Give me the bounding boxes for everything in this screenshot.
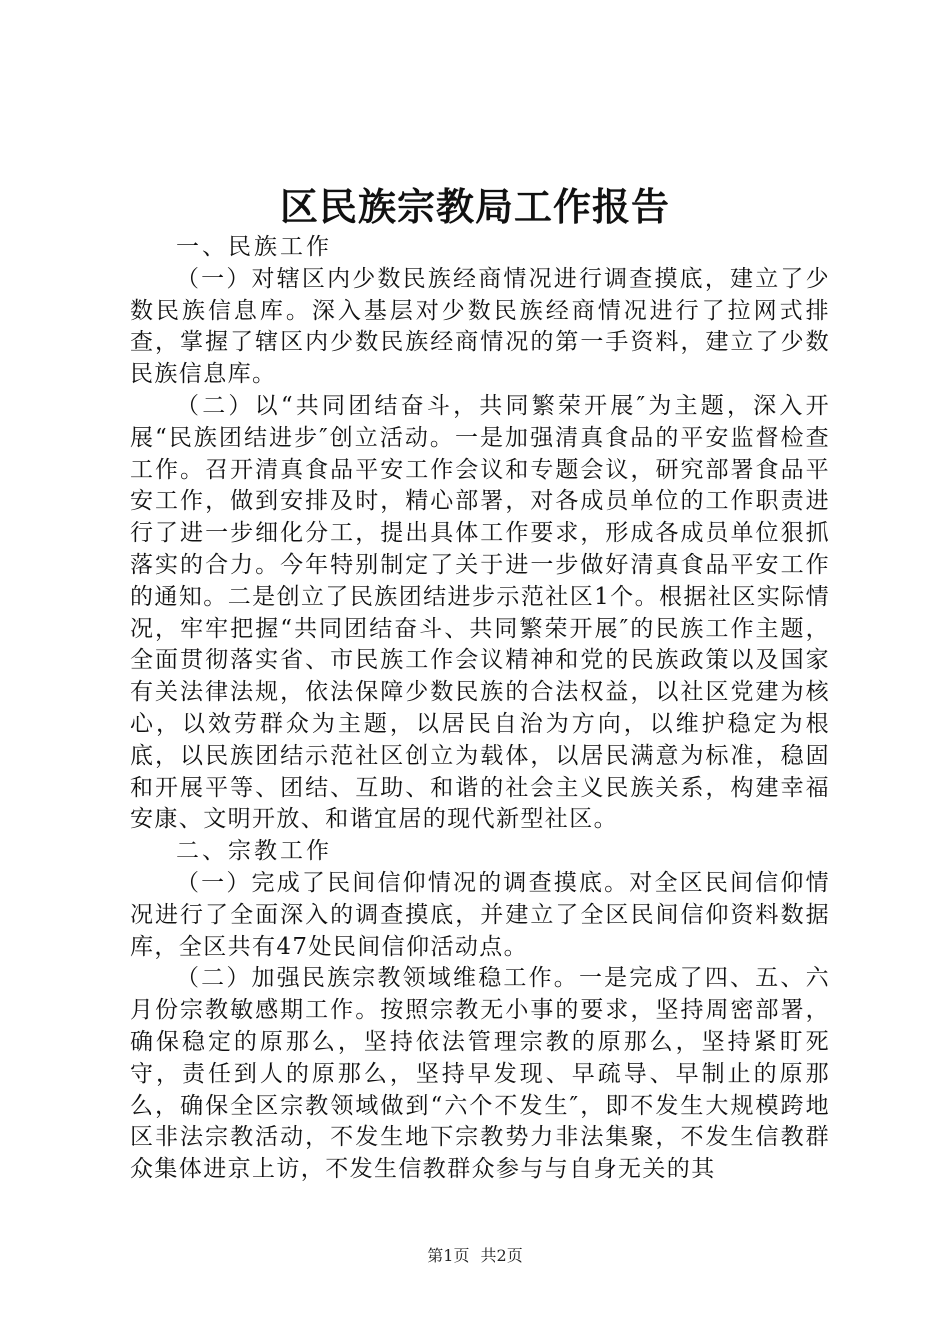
paragraph-religion-1: （一）完成了民间信仰情况的调查摸底。对全区民间信仰情况进行了全面深入的调查摸底，并建立了全区民间信仰资料数据库，全区共有47处民间信仰活动点。: [130, 869, 830, 960]
page-footer: [0, 1244, 950, 1268]
document-title: 区民族宗教局工作报告: [279, 184, 670, 229]
paragraph-ethnic-1: （一）对辖区内少数民族经商情况进行调查摸底，建立了少数民族信息库。深入基层对少数民族经商情况进行了拉网式排查，掌握了辖区内少数民族经商情况的第一手资料，建立了少数民族信息库。: [130, 265, 830, 388]
page-number: 第1页: [427, 1246, 470, 1265]
section-heading-ethnic: 一、民族工作: [176, 234, 332, 260]
section-heading-religion: 二、宗教工作: [176, 838, 332, 865]
document-body: [130, 232, 830, 1186]
page-total: 共2页: [480, 1246, 523, 1265]
paragraph-ethnic-2: （二）以“共同团结奋斗，共同繁荣开展″为主题，深入开展“民族团结进步″创立活动。一是加强清真食品的平安监督检查工作。召开清真食品平安工作会议和专题会议，研究部署食品平安工作，做到安排及时，精心部署，对各成员单位的工作职责进行了进一步细化分工，提出具体工作要求，形成各成员单位狠抓落实的合力。今年特别制定了关于进一步做好清真食品平安工作的通知。二是创立了民族团结进步示范社区1个。根据社区实际情况，牢牢把握“共同团结奋斗、共同繁荣开展″的民族工作主题，全面贯彻落实省、市民族工作会议精神和党的民族政策以及国家有关法律法规，依法保障少数民族的合法权益，以社区党建为核心，以效劳群众为主题，以居民自治为方向，以维护稳定为根底，以民族团结示范社区创立为载体，以居民满意为标准，稳固和开展平等、团结、互助、和谐的社会主义民族关系，构建幸福安康、文明开放、和谐宜居的现代新型社区。: [130, 392, 830, 833]
paragraph-religion-2: （二）加强民族宗教领域维稳工作。一是完成了四、五、六月份宗教敏感期工作。按照宗教无小事的要求，坚持周密部署，确保稳定的原那么，坚持依法管理宗教的原那么，坚持紧盯死守，责任到人的原那么，坚持早发现、早疏导、早制止的原那么，确保全区宗教领域做到“六个不发生″，即不发生大规模跨地区非法宗教活动，不发生地下宗教势力非法集聚，不发生信教群众集体进京上访，不发生信教群众参与与自身无关的其: [130, 965, 830, 1183]
